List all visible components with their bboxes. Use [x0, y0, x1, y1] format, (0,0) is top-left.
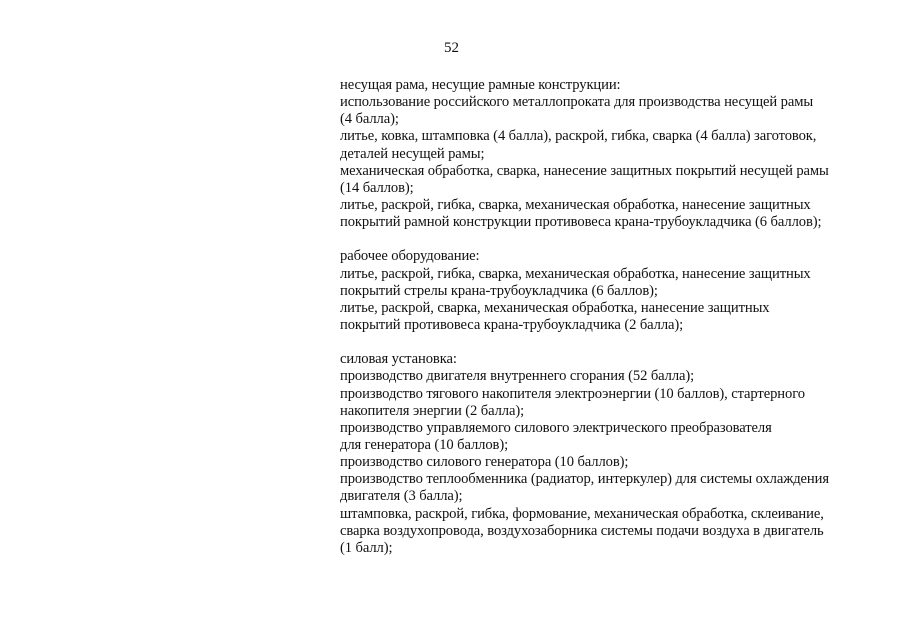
- text-line: производство теплообменника (радиатор, интеркулер) для системы охлаждения: [340, 471, 829, 488]
- section-heading: несущая рама, несущие рамные конструкции:: [340, 77, 621, 93]
- text-line: механическая обработка, сварка, нанесение защитных покрытий несущей рамы: [340, 162, 829, 179]
- text-line: покрытий рамной конструкции противовеса крана-трубоукладчика (6 баллов);: [340, 214, 822, 231]
- text-line: литье, раскрой, гибка, сварка, механическая обработка, нанесение защитных: [340, 265, 811, 282]
- section-working-equipment: [340, 248, 880, 334]
- text-line: производство силового генератора (10 баллов);: [340, 454, 629, 471]
- text-line: (14 баллов);: [340, 179, 414, 196]
- text-line: для генератора (10 баллов);: [340, 436, 509, 453]
- text-line: двигателя (3 балла);: [340, 488, 463, 505]
- text-line: штамповка, раскрой, гибка, формование, механическая обработка, склеивание,: [340, 505, 824, 522]
- document-body: [340, 77, 880, 574]
- text-line: производство управляемого силового электрического преобразователя: [340, 419, 772, 436]
- section-power-unit: [340, 351, 880, 557]
- text-line: производство тягового накопителя электроэнергии (10 баллов), стартерного: [340, 385, 805, 402]
- text-line: использование российского металлопроката для производства несущей рамы: [340, 94, 814, 111]
- text-line: литье, раскрой, сварка, механическая обработка, нанесение защитных: [340, 299, 770, 316]
- section-load-bearing-frame: [340, 77, 880, 231]
- text-line: литье, ковка, штамповка (4 балла), раскрой, гибка, сварка (4 балла) заготовок,: [340, 128, 817, 145]
- section-heading: рабочее оборудование:: [340, 248, 480, 265]
- text-line: (4 балла);: [340, 111, 399, 128]
- page-number: 52: [444, 40, 459, 56]
- text-line: накопителя энергии (2 балла);: [340, 402, 525, 419]
- text-line: деталей несущей рамы;: [340, 145, 485, 162]
- text-line: сварка воздухопровода, воздухозаборника системы подачи воздуха в двигатель: [340, 522, 824, 539]
- text-line: литье, раскрой, гибка, сварка, механическая обработка, нанесение защитных: [340, 197, 811, 214]
- text-line: покрытий стрелы крана-трубоукладчика (6 баллов);: [340, 282, 658, 299]
- text-line: покрытий противовеса крана-трубоукладчика (2 балла);: [340, 317, 684, 334]
- section-heading: силовая установка:: [340, 351, 457, 368]
- text-line: производство двигателя внутреннего сгорания (52 балла);: [340, 368, 695, 385]
- text-line: (1 балл);: [340, 539, 393, 556]
